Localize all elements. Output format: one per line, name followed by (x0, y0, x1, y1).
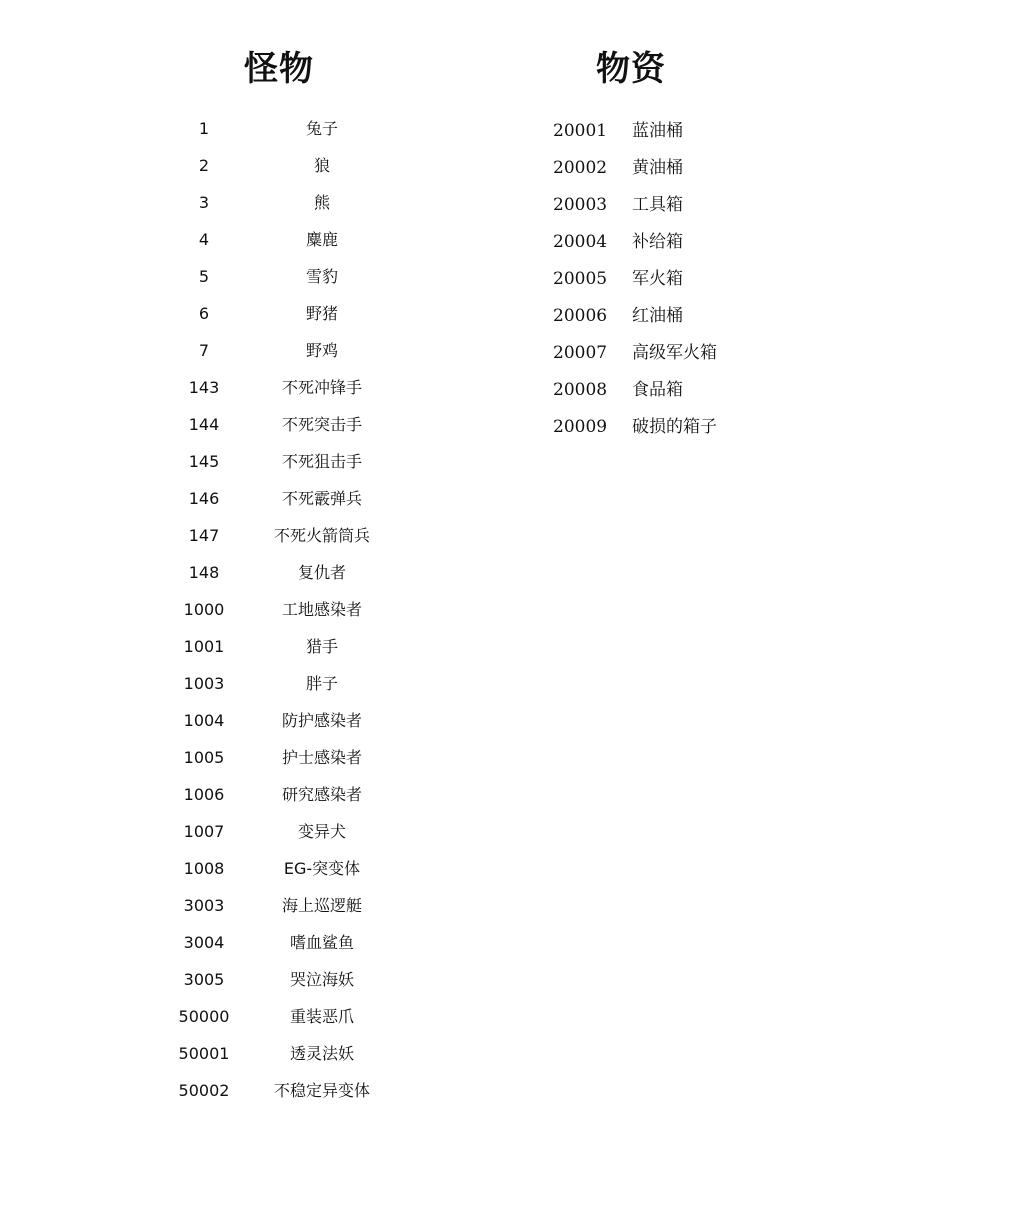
supply-row (540, 377, 860, 414)
monsters-heading: 怪物 (244, 49, 314, 89)
monster-name: 熊 (313, 193, 330, 212)
monster-name: 嗜血鲨鱼 (289, 933, 354, 952)
monster-name: 不死狙击手 (281, 452, 362, 471)
monster-id: 145 (188, 452, 220, 471)
supply-row (540, 414, 860, 451)
supply-id: 20005 (553, 269, 608, 289)
monster-row (0, 782, 500, 819)
monster-name: 复仇者 (297, 563, 346, 582)
supply-row (540, 303, 860, 340)
supply-row (540, 118, 860, 155)
monster-name: 护士感染者 (281, 748, 362, 767)
monster-name: 不死火箭筒兵 (273, 526, 370, 545)
supply-name: 工具箱 (632, 195, 683, 215)
monster-row (0, 745, 500, 782)
supply-name: 蓝油桶 (632, 121, 683, 141)
supply-id: 20006 (553, 306, 608, 326)
monster-id: 5 (198, 267, 210, 286)
monster-id: 3005 (183, 970, 225, 989)
monster-row (0, 1041, 500, 1078)
monster-row (0, 338, 500, 375)
supply-id: 20003 (553, 195, 608, 215)
supply-row (540, 266, 860, 303)
monster-row (0, 597, 500, 634)
monster-name: 雪豹 (305, 267, 338, 286)
monster-name: 猎手 (305, 637, 338, 656)
monster-id: 3004 (183, 933, 225, 952)
monster-name: EG-突变体 (283, 859, 361, 878)
monster-row (0, 893, 500, 930)
monster-row (0, 560, 500, 597)
monster-name: 野鸡 (305, 341, 338, 360)
monster-row (0, 264, 500, 301)
monster-id: 148 (188, 563, 220, 582)
monster-name: 透灵法妖 (289, 1044, 354, 1063)
supply-name: 补给箱 (632, 232, 683, 252)
monster-row (0, 1004, 500, 1041)
monster-id: 146 (188, 489, 220, 508)
monster-id: 3003 (183, 896, 225, 915)
monster-name: 海上巡逻艇 (281, 896, 362, 915)
monster-id-table (0, 116, 500, 1115)
monster-row (0, 375, 500, 412)
monster-id: 50001 (178, 1044, 230, 1063)
monster-name: 不死突击手 (281, 415, 362, 434)
supply-name: 军火箱 (632, 269, 683, 289)
supply-row (540, 229, 860, 266)
supply-name: 红油桶 (632, 306, 683, 326)
supply-id: 20002 (553, 158, 608, 178)
monster-name: 哭泣海妖 (289, 970, 354, 989)
supplies-heading: 物资 (596, 49, 666, 89)
monster-id: 1003 (183, 674, 225, 693)
monster-name: 兔子 (305, 119, 338, 138)
monster-row (0, 856, 500, 893)
monster-name: 野猪 (305, 304, 338, 323)
monster-id: 1000 (183, 600, 225, 619)
monster-id: 1007 (183, 822, 225, 841)
supply-row (540, 192, 860, 229)
supply-id: 20007 (553, 343, 608, 363)
monster-id: 144 (188, 415, 220, 434)
monster-name: 狼 (313, 156, 330, 175)
monster-id: 7 (198, 341, 210, 360)
monster-name: 不死冲锋手 (281, 378, 362, 397)
monster-id: 4 (198, 230, 210, 249)
supply-id: 20001 (553, 121, 608, 141)
monster-id: 1006 (183, 785, 225, 804)
monster-id: 1005 (183, 748, 225, 767)
monster-name: 工地感染者 (281, 600, 362, 619)
supply-row (540, 155, 860, 192)
monster-row (0, 523, 500, 560)
monster-id: 50000 (178, 1007, 230, 1026)
monster-name: 重装恶爪 (289, 1007, 354, 1026)
supply-name: 食品箱 (632, 380, 683, 400)
monster-name: 研究感染者 (281, 785, 362, 804)
monster-id: 1001 (183, 637, 225, 656)
monster-id: 1008 (183, 859, 225, 878)
monster-id: 50002 (178, 1081, 230, 1100)
monster-row (0, 412, 500, 449)
monster-id: 143 (188, 378, 220, 397)
monster-row (0, 819, 500, 856)
monster-id: 147 (188, 526, 220, 545)
monster-row (0, 634, 500, 671)
supply-id: 20004 (553, 232, 608, 252)
monster-row (0, 227, 500, 264)
monster-name: 麋鹿 (305, 230, 338, 249)
supply-name: 破损的箱子 (632, 417, 717, 437)
monster-row (0, 671, 500, 708)
monster-row (0, 967, 500, 1004)
monster-row (0, 190, 500, 227)
supply-id: 20009 (553, 417, 608, 437)
monster-row (0, 708, 500, 745)
monster-row (0, 1078, 500, 1115)
monster-name: 胖子 (305, 674, 338, 693)
supply-row (540, 340, 860, 377)
monster-row (0, 116, 500, 153)
monster-id: 2 (198, 156, 210, 175)
monster-row (0, 301, 500, 338)
monster-row (0, 153, 500, 190)
supply-id-table (540, 118, 860, 451)
monster-id: 1 (198, 119, 210, 138)
monster-id: 6 (198, 304, 210, 323)
monster-name: 不死霰弹兵 (281, 489, 362, 508)
monster-name: 变异犬 (297, 822, 346, 841)
monster-row (0, 449, 500, 486)
monster-id: 3 (198, 193, 210, 212)
supply-name: 高级军火箱 (632, 343, 717, 363)
monster-name: 不稳定异变体 (273, 1081, 370, 1100)
supply-id: 20008 (553, 380, 608, 400)
monster-row (0, 930, 500, 967)
monster-name: 防护感染者 (281, 711, 362, 730)
supply-name: 黄油桶 (632, 158, 683, 178)
monster-id: 1004 (183, 711, 225, 730)
monster-row (0, 486, 500, 523)
